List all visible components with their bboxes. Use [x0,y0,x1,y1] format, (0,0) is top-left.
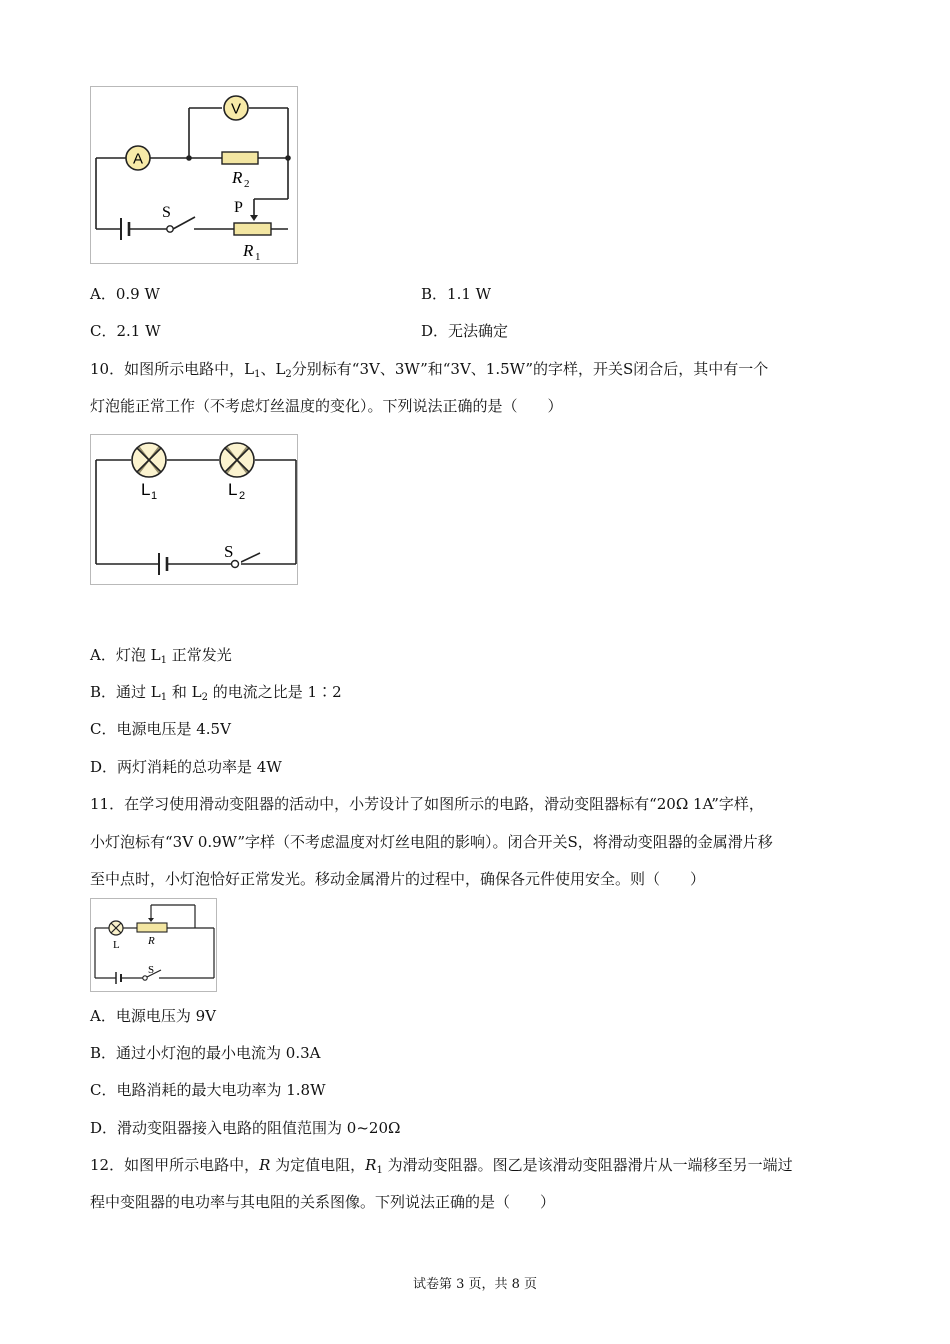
q10-circuit-figure [90,434,298,585]
q11-stem-line2: 小灯泡标有“3V 0.9W”字样（不考虑温度对灯丝电阻的影响）。闭合开关S，将滑动变阻器的金属滑片移 [90,833,773,851]
switch-label: S [224,542,234,561]
ammeter-label: A [132,150,144,168]
r1-subscript: 1 [255,251,261,263]
q12-stem-line1: 12．如图甲所示电路中，R 为定值电阻，$R_1$ 为滑动变阻器。图乙是该滑动变阻器滑片从一端移至另一端过 [90,1156,793,1176]
q10-option-c: C．电源电压是 4.5V [90,720,231,738]
l2-label: L [228,480,238,499]
q9-option-b: B．1.1 W [421,285,492,303]
r2-subscript: 2 [244,178,250,190]
q10-option-d: D．两灯消耗的总功率是 4W [90,758,282,776]
q9-option-c: C．2.1 W [90,322,161,340]
q11-stem-line3: 至中点时，小灯泡恰好正常发光。移动金属滑片的过程中，确保各元件使用安全。则（ ） [90,870,706,888]
q9-option-d: D．无法确定 [421,322,509,340]
switch-label: S [162,204,171,221]
q9-option-a: A．0.9 W [90,285,160,303]
q11-option-a: A．电源电压为 9V [90,1007,216,1025]
q12-stem-line2: 程中变阻器的电功率与其电阻的关系图像。下列说法正确的是（ ） [90,1193,556,1211]
q10-stem-line2: 灯泡能正常工作（不考虑灯丝温度的变化）。下列说法正确的是（ ） [90,397,563,415]
r2-label: R [232,168,243,187]
q10-stem-line1: 10．如图所示电路中，$L_1$、$L_2$分别标有“3V、3W”和“3V、1.5W”的字样，开关S闭合后，其中有一个 [90,360,769,380]
rheostat-label: R [148,935,155,947]
l1-subscript: 1 [151,490,158,502]
lamp-label: L [113,939,120,951]
q11-option-c: C．电路消耗的最大电功率为 1.8W [90,1081,326,1099]
voltmeter-label: V [230,100,242,118]
page-footer: 试卷第 3 页，共 8 页 [412,1277,538,1292]
q11-circuit-figure [90,898,217,992]
slider-label: P [234,199,243,216]
switch-label: S [148,964,155,976]
q9-circuit-figure [90,86,298,264]
r1-label: R [243,241,254,260]
l1-label: L [141,480,151,499]
q11-option-d: D．滑动变阻器接入电路的阻值范围为 0~20Ω [90,1119,401,1137]
l2-subscript: 2 [239,490,246,502]
q11-stem-line1: 11．在学习使用滑动变阻器的活动中，小芳设计了如图所示的电路，滑动变阻器标有“20Ω 1A”字样， [90,795,764,813]
q10-option-b: B．通过 $L_1$ 和 $L_2$ 的电流之比是 1∶2 [90,683,342,703]
q11-option-b: B．通过小灯泡的最小电流为 0.3A [90,1044,321,1062]
q10-option-a: A．灯泡 $L_1$ 正常发光 [90,646,232,666]
